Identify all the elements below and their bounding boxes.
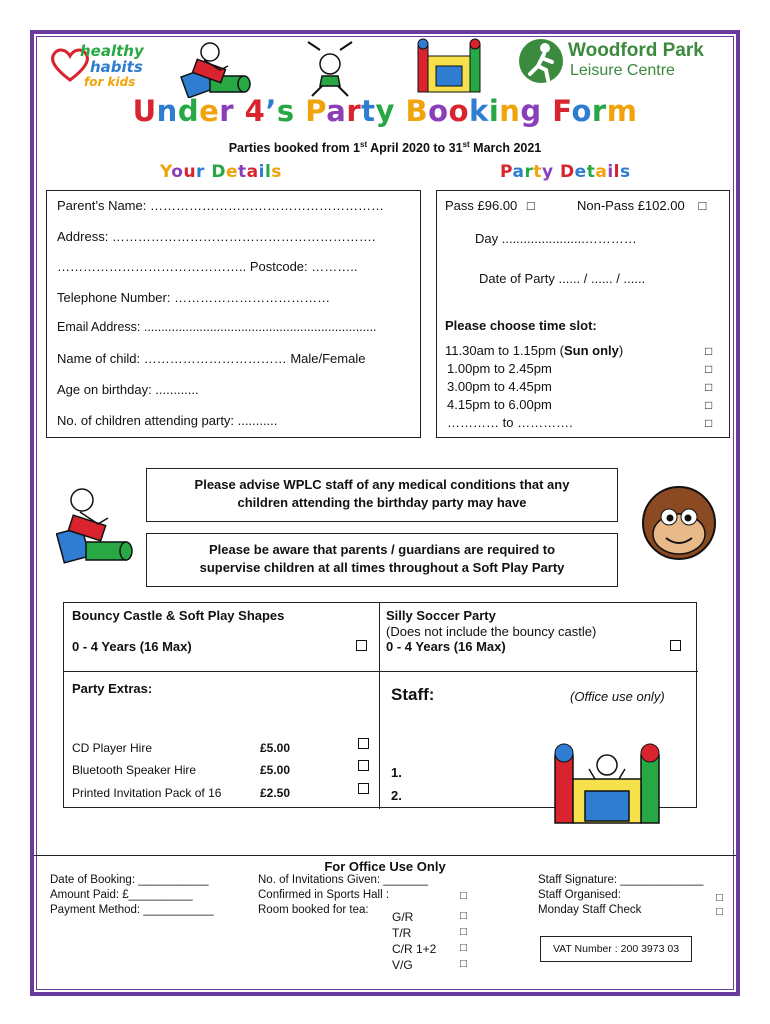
pd-letters-char: r	[524, 162, 534, 182]
payment-method-field[interactable]: Payment Method: ___________	[50, 904, 214, 916]
parent-name-field[interactable]: Parent’s Name: ………………………………………………	[57, 198, 384, 213]
yd-letters-char: D	[211, 162, 226, 182]
pass-checkbox[interactable]: □	[526, 198, 535, 213]
silly-soccer-age: 0 - 4 Years (16 Max)	[386, 639, 506, 654]
your-details-heading	[160, 162, 282, 182]
bouncy-castle-title: Bouncy Castle & Soft Play Shapes	[72, 608, 285, 623]
title-letters-char: U	[132, 94, 157, 128]
extra-invitation-checkbox[interactable]	[358, 783, 369, 794]
silly-soccer-checkbox[interactable]	[670, 640, 681, 651]
time-slot-heading: Please choose time slot:	[445, 318, 597, 333]
pd-letters-char: t	[533, 162, 543, 182]
day-field[interactable]: Day .......................…………	[475, 231, 637, 246]
slot-1130-close: )	[618, 343, 624, 358]
title-letters-char: s	[276, 94, 295, 128]
yd-letters-char: o	[171, 162, 184, 182]
title-letters-char: i	[488, 94, 500, 128]
extra-invitation-price: £2.50	[260, 786, 291, 800]
title-letters-char: 4	[244, 94, 266, 128]
pd-letters-char: s	[619, 162, 631, 182]
healthy-habits-logo	[50, 40, 150, 96]
telephone-field[interactable]: Telephone Number: ………………………………	[57, 290, 331, 305]
bouncy-castle-illustration	[412, 38, 487, 96]
title-letters-char	[542, 94, 553, 128]
pd-letters-char: l	[613, 162, 620, 182]
non-pass-label: Non-Pass £102.00	[577, 198, 685, 213]
slot-1130-time: 11.30am to 1.15pm (	[445, 343, 564, 358]
office-use-heading: For Office Use Only	[324, 859, 446, 874]
booking-period-mid: April 2020 to 31	[367, 141, 463, 156]
room-vg-label: V/G	[392, 958, 413, 972]
title-letters-char: d	[177, 94, 200, 128]
room-cr-checkbox[interactable]: □	[460, 942, 467, 954]
party-details-box	[436, 190, 730, 438]
vat-number-box: VAT Number : 200 3973 03	[540, 936, 692, 962]
bouncy-castle-checkbox[interactable]	[356, 640, 367, 651]
woodford-logo-subtitle: Leisure Centre	[570, 62, 675, 79]
extra-cd-player-label: CD Player Hire	[72, 741, 153, 755]
title-letters-char: o	[428, 94, 449, 128]
medical-notice-line-1: Please advise WPLC staff of any medical conditions that any	[194, 477, 570, 492]
medical-notice-line-2: children attending the birthday party may have	[237, 495, 527, 510]
woodford-logo-name: Woodford Park	[568, 40, 704, 61]
title-letters-char: k	[469, 94, 489, 128]
staff-organised-checkbox[interactable]: □	[716, 892, 723, 904]
slot-custom-label[interactable]: ………… to ………….	[447, 415, 573, 430]
email-field[interactable]: Email Address: ...................................................................	[57, 320, 377, 334]
title-letters-char	[234, 94, 245, 128]
extra-cd-player-price: £5.00	[260, 741, 291, 755]
pd-letters-char: t	[586, 162, 596, 182]
woodford-park-logo	[518, 38, 708, 86]
logo-text-habits: habits	[90, 58, 143, 76]
logo-text-for-kids: for kids	[84, 75, 136, 89]
soft-play-child-illustration-2	[56, 486, 136, 576]
staff-organised-label: Staff Organised:	[538, 889, 621, 901]
party-details-heading	[500, 162, 631, 182]
extra-speaker-label: Bluetooth Speaker Hire	[72, 763, 197, 777]
room-tr-label: T/R	[392, 926, 412, 940]
yd-letters-char: Y	[160, 162, 172, 182]
slot-415-checkbox[interactable]: □	[705, 398, 713, 412]
yd-letters-char: u	[183, 162, 197, 182]
medical-notice	[146, 468, 618, 522]
soft-play-child-illustration	[180, 40, 260, 98]
slot-415-label: 4.15pm to 6.00pm	[447, 397, 552, 412]
pd-letters-char: P	[500, 162, 513, 182]
confirmed-sports-hall-label: Confirmed in Sports Hall :	[258, 889, 390, 901]
pass-option[interactable]	[445, 198, 535, 213]
staff-signature-field[interactable]: Staff Signature: _____________	[538, 874, 704, 886]
room-booked-label: Room booked for tea:	[258, 904, 369, 916]
title-letters-char	[295, 94, 306, 128]
monday-check-label: Monday Staff Check	[538, 904, 642, 916]
silly-soccer-title: Silly Soccer Party	[386, 608, 496, 623]
monday-check-checkbox[interactable]: □	[716, 906, 723, 918]
pd-letters-char: D	[560, 162, 575, 182]
booking-period	[40, 140, 730, 155]
extra-speaker-price: £5.00	[260, 763, 291, 777]
title-letters-char: m	[606, 94, 638, 128]
booking-period-sup-start: st	[360, 140, 368, 149]
slot-300-label: 3.00pm to 4.45pm	[447, 379, 552, 394]
pd-letters-char: a	[595, 162, 608, 182]
yd-letters-char: t	[238, 162, 247, 182]
title-letters-char	[395, 94, 406, 128]
title-letters-char: B	[405, 94, 429, 128]
extra-invitation-label: Printed Invitation Pack of 16	[72, 786, 222, 800]
yd-letters-char: l	[264, 162, 272, 182]
supervision-notice-line-2: supervise children at all times throughout a Soft Play Party	[199, 560, 565, 575]
pd-letters-char: i	[607, 162, 614, 182]
title-letters-char: y	[375, 94, 395, 128]
extra-cd-player-checkbox[interactable]	[358, 738, 369, 749]
logo-text-healthy: healthy	[80, 42, 144, 60]
title-letters-char: a	[326, 94, 347, 128]
children-count-field[interactable]: No. of children attending party: ...........	[57, 413, 278, 428]
pd-letters-char: y	[542, 162, 554, 182]
bouncy-castle-age: 0 - 4 Years (16 Max)	[72, 639, 192, 654]
title-letters-char: e	[199, 94, 220, 128]
staff-heading: Staff:	[391, 685, 435, 704]
booking-period-start: Parties booked from 1	[228, 141, 361, 156]
room-tr-checkbox[interactable]: □	[460, 926, 467, 938]
title-letters-char: F	[552, 94, 572, 128]
room-gr-label: G/R	[392, 910, 414, 924]
jumping-child-illustration	[300, 40, 360, 98]
non-pass-checkbox[interactable]: □	[698, 198, 707, 213]
non-pass-option[interactable]	[577, 198, 706, 213]
title-letters-char: r	[346, 94, 362, 128]
party-date-field[interactable]: Date of Party ...... / ...... / ......	[479, 271, 646, 286]
room-vg-checkbox[interactable]: □	[460, 958, 467, 970]
room-cr-label: C/R 1+2	[392, 942, 437, 956]
form-title	[40, 94, 730, 128]
bouncy-castle-child-illustration	[545, 735, 670, 830]
date-of-booking-field[interactable]: Date of Booking: ___________	[50, 874, 209, 886]
pass-label: Pass £96.00	[445, 198, 518, 213]
party-extras-heading: Party Extras:	[72, 681, 153, 696]
yd-letters-char: s	[271, 162, 282, 182]
room-gr-checkbox[interactable]: □	[460, 910, 467, 922]
office-divider	[34, 855, 736, 856]
slot-100-label: 1.00pm to 2.45pm	[447, 361, 552, 376]
silly-soccer-note: (Does not include the bouncy castle)	[386, 624, 597, 639]
confirmed-sports-hall-checkbox[interactable]: □	[460, 890, 467, 902]
staff-line-2[interactable]: 2.	[391, 788, 402, 803]
yd-letters-char: r	[196, 162, 205, 182]
yd-letters-char: i	[258, 162, 265, 182]
age-field[interactable]: Age on birthday: ............	[57, 382, 199, 397]
title-letters-char: n	[156, 94, 178, 128]
office-use-note: (Office use only)	[570, 689, 665, 704]
postcode-field[interactable]: …………………………………….. Postcode: ………..	[57, 259, 358, 274]
title-letters-char: r	[219, 94, 235, 128]
title-letters-char: n	[499, 94, 521, 128]
title-letters-char: ’	[265, 94, 277, 128]
slot-100-checkbox[interactable]: □	[705, 362, 713, 376]
monkey-face-illustration	[638, 482, 720, 564]
booking-period-sup-end: st	[462, 140, 470, 149]
slot-custom-checkbox[interactable]: □	[705, 416, 713, 430]
title-letters-char: o	[448, 94, 470, 128]
child-name-field[interactable]: Name of child: …………………………… Male/Female	[57, 351, 366, 366]
your-details-box	[46, 190, 421, 438]
extra-speaker-checkbox[interactable]	[358, 760, 369, 771]
slot-1130-sunday: Sun only	[564, 343, 619, 358]
form-title-letters	[133, 94, 638, 128]
title-letters-char: P	[305, 94, 327, 128]
yd-letters-char: e	[225, 162, 239, 182]
address-field[interactable]: Address: …………………………………………………….	[57, 229, 376, 244]
slot-1130-label	[445, 343, 623, 358]
yd-letters-char: a	[246, 162, 259, 182]
slot-300-checkbox[interactable]: □	[705, 380, 713, 394]
slot-1130-checkbox[interactable]: □	[705, 344, 713, 358]
title-letters-char: o	[571, 94, 592, 128]
running-figure-icon	[518, 38, 564, 84]
title-letters-char: g	[520, 94, 542, 128]
title-letters-char: r	[591, 94, 607, 128]
pd-letters-char: a	[512, 162, 525, 182]
supervision-notice-line-1: Please be aware that parents / guardians are required to	[208, 542, 556, 557]
pd-letters-char: e	[574, 162, 587, 182]
amount-paid-field[interactable]: Amount Paid: £__________	[50, 889, 193, 901]
title-letters-char: t	[361, 94, 376, 128]
supervision-notice	[146, 533, 618, 587]
staff-line-1[interactable]: 1.	[391, 765, 402, 780]
booking-period-end: March 2021	[469, 141, 542, 156]
invitations-given-field[interactable]: No. of Invitations Given: _______	[258, 874, 429, 886]
